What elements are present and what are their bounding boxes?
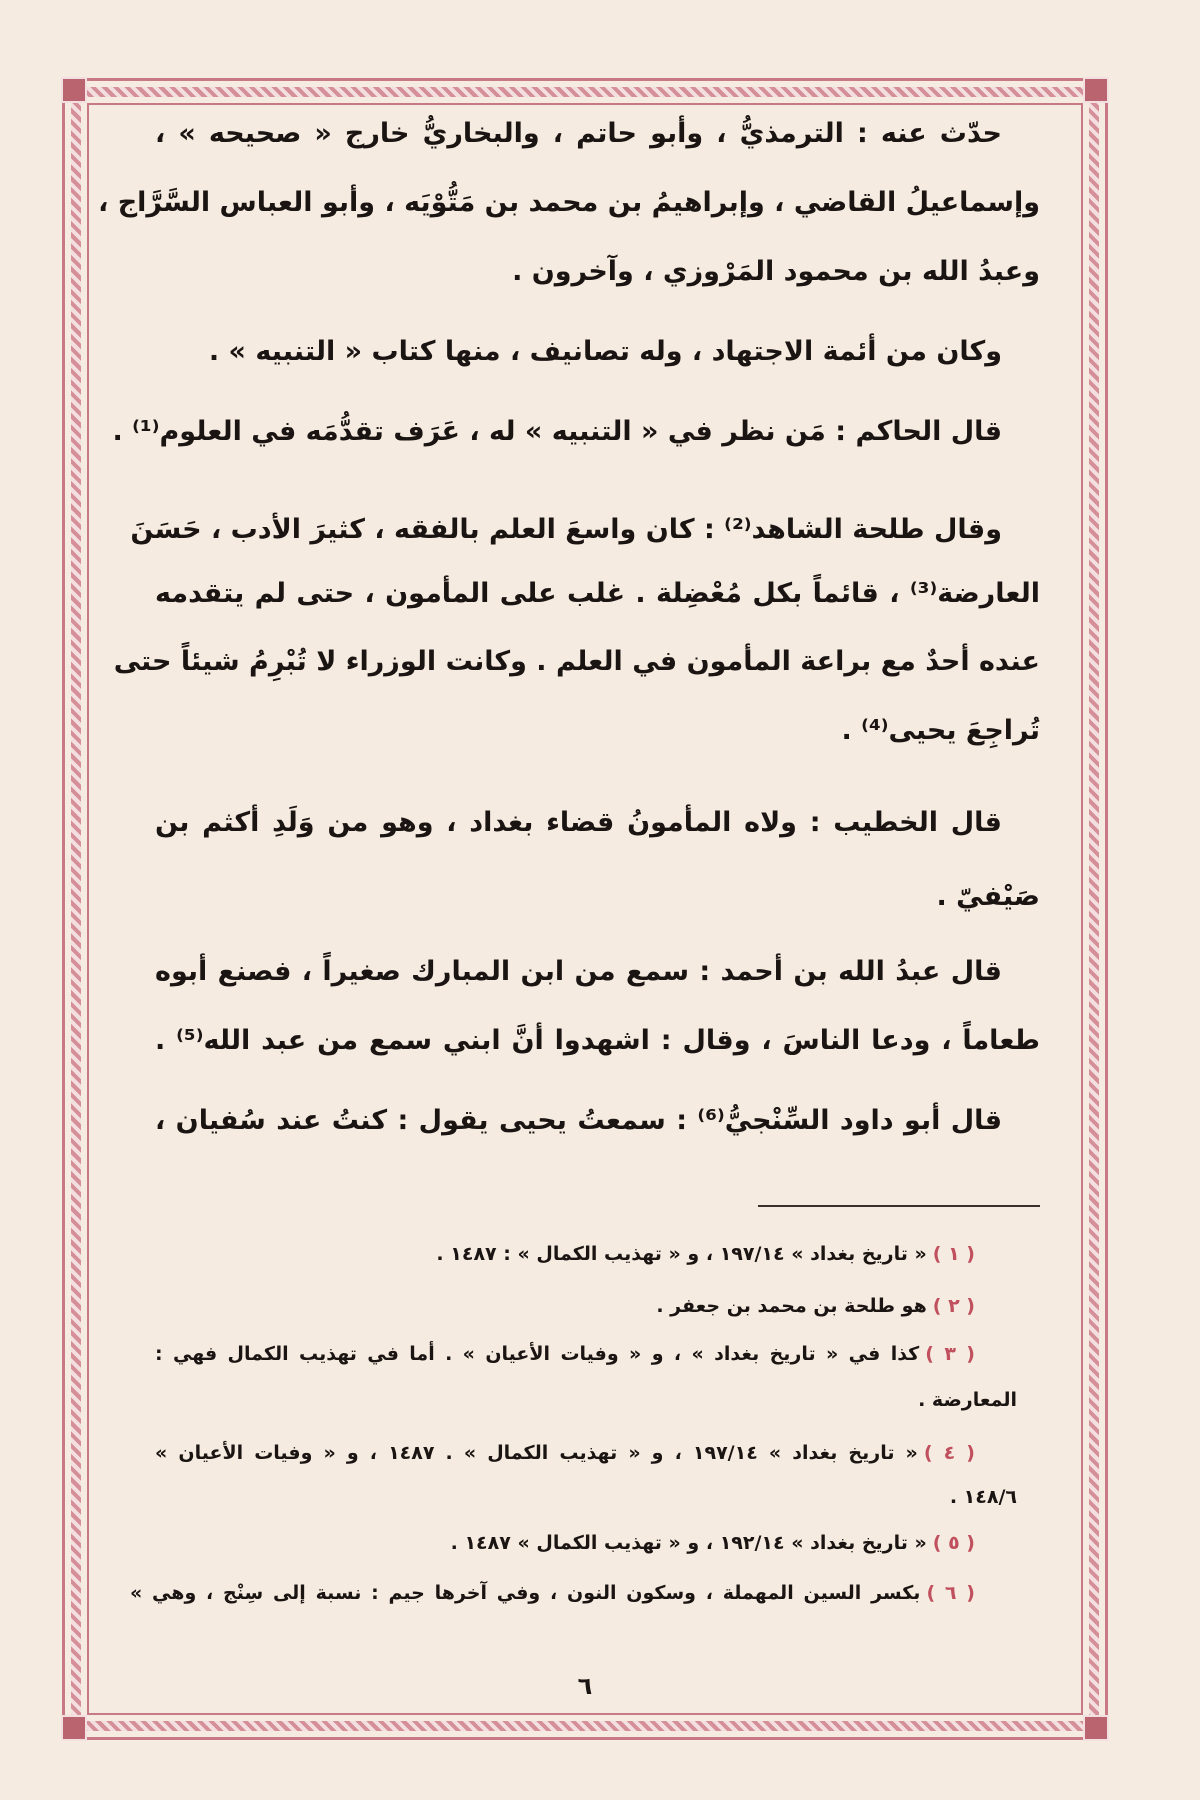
text-line: وإسماعيلُ القاضي ، وإبراهيمُ بن محمد بن مَتُّوْيَه ، وأبو العباس السَّرَّاج ، <box>98 187 1040 218</box>
footnote-text: هو طلحة بن محمد بن جعفر . <box>656 1295 927 1317</box>
corner-ornament-icon <box>61 1715 87 1741</box>
footnote-text: « تاريخ بغداد » ١٩٧/١٤ ، و « تهذيب الكمال » : ١٤٨٧ . <box>436 1243 927 1265</box>
corner-ornament-icon <box>61 77 87 103</box>
text-line: قال أبو داود السِّنْجيُّ⁽⁶⁾ : سمعتُ يحيى يقول : كنتُ عند سُفيان ، <box>155 1105 1002 1136</box>
footnote-separator <box>758 1205 1040 1207</box>
footnote <box>155 1442 975 1464</box>
footnote-text: بكسر السين المهملة ، وسكون النون ، وفي آخرها جيم : نسبة إلى سِنْج ، وهي » <box>130 1582 921 1604</box>
footnote-text: « تاريخ بغداد » ١٩٧/١٤ ، و « تهذيب الكمال » . ١٤٨٧ ، و « وفيات الأعيان » <box>155 1442 918 1464</box>
text-line: صَيْفيّ . <box>936 881 1040 912</box>
footnote-text: كذا في « تاريخ بغداد » ، و « وفيات الأعيان » . أما في تهذيب الكمال فهي : <box>155 1343 920 1365</box>
text-line: وقال طلحة الشاهد⁽²⁾ : كان واسعَ العلم بالفقه ، كثيرَ الأدب ، حَسَنَ <box>130 514 1002 545</box>
footnote <box>155 1532 975 1554</box>
text-line: تُراجِعَ يحيى⁽⁴⁾ . <box>841 715 1040 746</box>
corner-ornament-icon <box>1083 1715 1109 1741</box>
footnote-number: ( ٣ ) <box>925 1343 975 1365</box>
text-line: حدّث عنه : الترمذيُّ ، وأبو حاتم ، والبخاريُّ خارج « صحيحه » ، <box>155 118 1002 149</box>
footnote-continuation <box>155 1389 1017 1411</box>
footnote <box>155 1295 975 1317</box>
text-line: العارضة⁽³⁾ ، قائماً بكل مُعْضِلة . غلب على المأمون ، حتى لم يتقدمه <box>155 578 1040 609</box>
footnote-text: ١٤٨/٦ . <box>949 1486 1017 1508</box>
footnote <box>130 1582 975 1604</box>
corner-ornament-icon <box>1083 77 1109 103</box>
text-line: وعبدُ الله بن محمود المَرْوزي ، وآخرون . <box>512 256 1040 287</box>
text-line: وكان من أئمة الاجتهاد ، وله تصانيف ، منها كتاب « التنبيه » . <box>208 336 1002 367</box>
footnote-text: المعارضة . <box>918 1389 1017 1411</box>
footnote-number: ( ٦ ) <box>926 1582 975 1604</box>
text-line: عنده أحدٌ مع براعة المأمون في العلم . وكانت الوزراء لا تُبْرِمُ شيئاً حتى <box>113 646 1040 677</box>
footnote-number: ( ٥ ) <box>932 1532 975 1554</box>
text-line: قال عبدُ الله بن أحمد : سمع من ابن المبارك صغيراً ، فصنع أبوه <box>155 956 1002 987</box>
footnote-number: ( ١ ) <box>932 1243 975 1265</box>
footnote <box>155 1343 975 1365</box>
text-line: قال الحاكم : مَن نظر في « التنبيه » له ، عَرَف تقدُّمَه في العلوم⁽¹⁾ . <box>112 416 1002 447</box>
footnote-continuation <box>155 1486 1017 1508</box>
footnote-number: ( ٤ ) <box>923 1442 975 1464</box>
page-number: ٦ <box>577 1672 593 1700</box>
footnote-number: ( ٢ ) <box>932 1295 975 1317</box>
footnote <box>155 1243 975 1265</box>
text-line: قال الخطيب : ولاه المأمونُ قضاء بغداد ، وهو من وَلَدِ أكثم بن <box>155 807 1002 838</box>
footnote-text: « تاريخ بغداد » ١٩٢/١٤ ، و « تهذيب الكمال » ١٤٨٧ . <box>450 1532 927 1554</box>
text-line: طعاماً ، ودعا الناسَ ، وقال : اشهدوا أنَّ ابني سمع من عبد الله⁽⁵⁾ . <box>155 1025 1040 1056</box>
